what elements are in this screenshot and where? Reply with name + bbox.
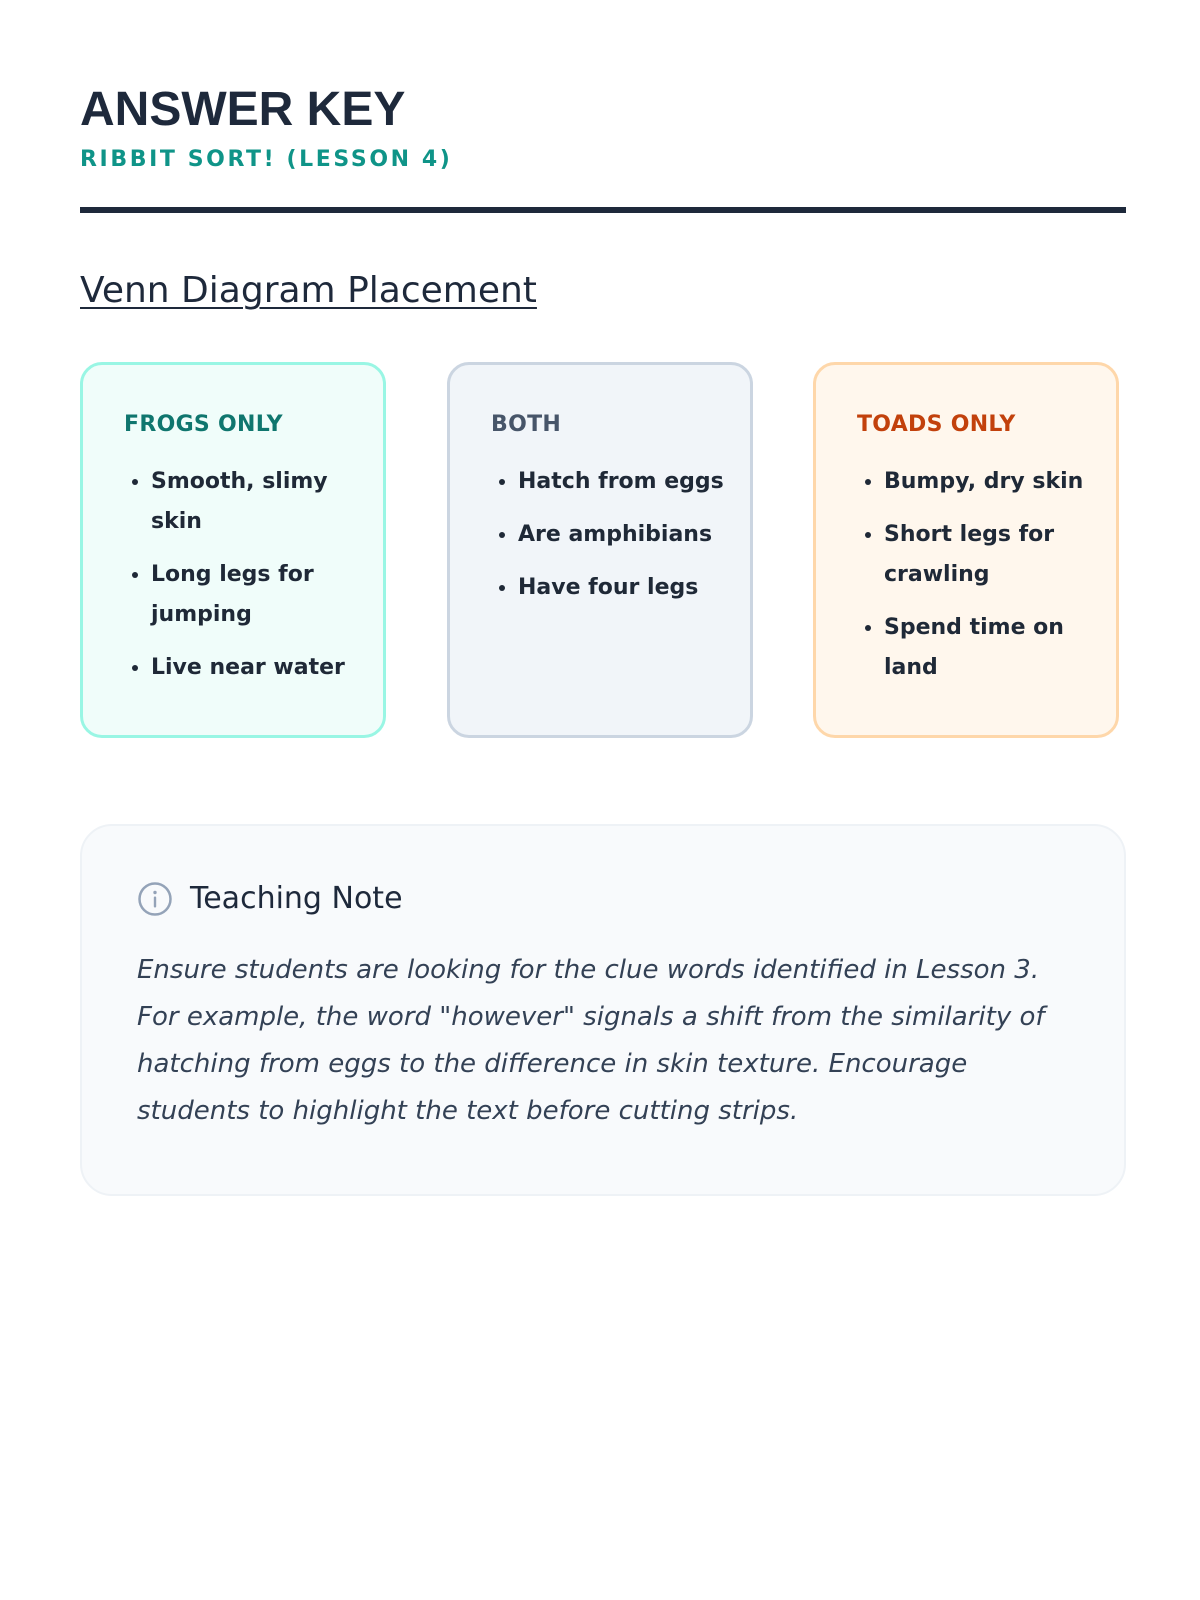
list-item: • Short legs for crawling [884,515,1096,595]
header-divider [80,207,1126,213]
venn-card-both [447,362,753,738]
page-title: ANSWER KEY [80,83,406,136]
teaching-note-card [80,824,1126,1196]
card-list-toads-only [857,462,1096,688]
card-title-frogs-only: FROGS ONLY [124,412,283,437]
venn-card-toads-only [813,362,1119,738]
teaching-note-body: Ensure students are looking for the clue words identified in Lesson 3. For example, the word "however" signals a shift from the similarity of hatching from eggs to the difference in skin texture. Encourage students to highlight the text before cutting strips. [137,955,1045,1126]
card-title-both: BOTH [491,412,562,437]
list-item: • Bumpy, dry skin [884,462,1096,502]
list-item: • Smooth, slimy skin [151,462,363,542]
card-title-toads-only: TOADS ONLY [857,412,1016,437]
list-item: • Have four legs [518,568,730,608]
venn-card-frogs-only [80,362,386,738]
card-list-both [491,462,730,608]
teaching-note-header [137,876,1074,922]
info-icon [137,881,173,917]
list-item: • Live near water [151,648,363,688]
section-title: Venn Diagram Placement [80,270,537,311]
teaching-note-title: Teaching Note [190,881,403,916]
list-item: • Hatch from eggs [518,462,730,502]
list-item: • Are amphibians [518,515,730,555]
card-list-frogs-only [124,462,363,688]
list-item: • Long legs for jumping [151,555,363,635]
page-subtitle: RIBBIT SORT! (LESSON 4) [80,147,453,172]
list-item: • Spend time on land [884,608,1096,688]
